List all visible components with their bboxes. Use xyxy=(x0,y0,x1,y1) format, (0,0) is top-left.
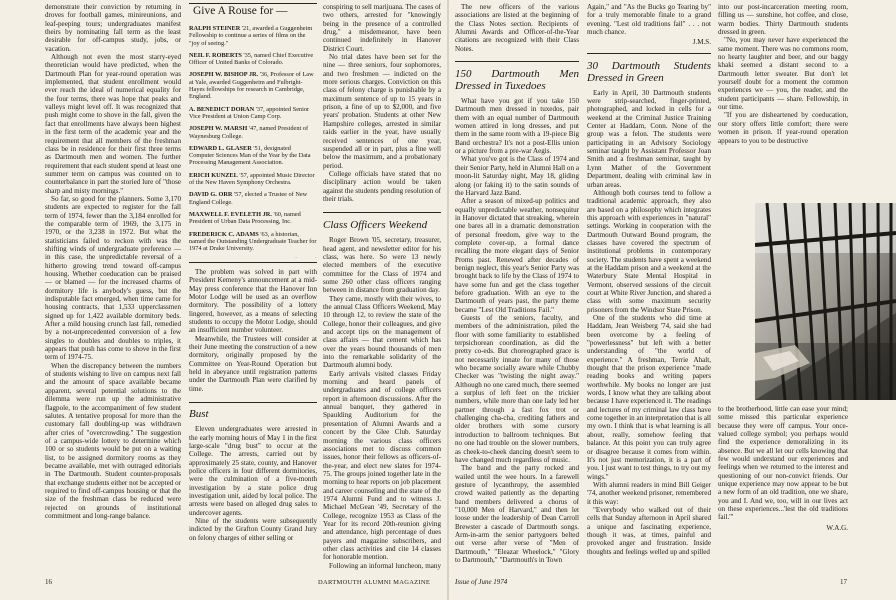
paragraph: into our post-incarceration meeting room, filling us — sunshine, hot coffee, and close, warm bodies. Thirty Dartmouth students dressed in green. xyxy=(718,3,848,37)
rouser-item xyxy=(189,125,317,140)
paragraph: to the brotherhood, little can ease your mind; some missed this particular experience because they were off campus. Your once-valued college symbol; you perhaps would find the experience demoralizing in its absence. But we all let our cells knowing that few would understand our experiences and feelings when we returned to the interest and questioning of our non-convict friends. Our unique experience may now appear to be but a new form of an old tradition, one we share, you and I. And we, too, will in our lives act on these experiences...'lest the old traditions fail.'" xyxy=(718,405,848,522)
rouser-text: '63, a historian, named the Outstanding Undergraduate Teacher for 1974 at Drake University. xyxy=(189,230,317,253)
section-rule xyxy=(587,53,711,54)
right-col-3-top xyxy=(718,3,848,199)
paragraph: What have you got if you take 150 Dartmouth men dressed in tuxedos, pair them with an equal number of Dartmouth women attired in long dresses, and put them in the same room with a 19-piece Big Band orchestra? It's not a post-Ellis union or a picture from a pre-war Aegis. xyxy=(455,97,579,156)
rouser-name: DAVID G. ORR xyxy=(189,191,233,199)
rouser-text: '57, elected a Trustee of New England College. xyxy=(189,191,308,206)
paragraph: "Everybody who walked out of their cells that Sunday afternoon in April shared a unique and fascinating experience, though it was, at times, painful and provoked anger and frustration. Inside thoughts and feelings welled up and spilled xyxy=(587,505,711,556)
right-col-1 xyxy=(455,3,579,570)
section-rule xyxy=(455,61,579,62)
rouser-name: JOSEPH W. MARSH xyxy=(189,125,248,133)
section-rule xyxy=(323,212,441,213)
left-page-number: 16 xyxy=(45,578,52,586)
rouser-item xyxy=(189,211,317,226)
rousers-title: Give A Rouse for — xyxy=(193,5,288,17)
paragraph: The new officers of the various associations are listed at the beginning of the Class Notes section. Recipients of Alumni Awards and Officer-of-the-Year citations are recognized with their Class Notes. xyxy=(455,3,579,53)
paragraph: Although both courses tend to follow a traditional academic approach, they also are based on a philosophy which integrates this approach with experiences in "natural" settings. Working in cooperation with the Dartmouth Outward Bound program, the classes have covered the spectrum of institutional problems in contemporary society. The students have spent a weekend at the Haddam prison and a weekend at the Waterbury State Mental Hospital in Vermont, observed sessions of the circuit court at White River Junction, and shared a class with some maximum security prisoners from the Windsor State Prison. xyxy=(587,188,711,314)
paragraph: Following an informal luncheon, many xyxy=(329,561,441,570)
paragraph: The band and the party rocked and wailed until the wee hours. In a farewell gesture of lycanthropy, the assembled crowd waited patiently as the departing band members delivered a chorus of "10,000 Men of Harvard," and then let loose under the leadership of Dean Carroll Brewster a cascade of Dartmouth songs. Arm-in-arm the senior partygoers belted out verse after verse of "Men of Dartmouth," "Eleazar Wheelock," "Glory to Dartmouth," "Dartmouth's in Town xyxy=(455,464,579,564)
signature-jms: J.M.S. xyxy=(692,38,711,47)
rouser-text: '60, named President of Urban Data Processing, Inc. xyxy=(189,210,301,226)
left-col-2-lower xyxy=(189,268,317,570)
paragraph: After a season of mixed-up politics and equally unpredictable weather, nonsequitur in Hanover dictated that streaking, wherein one bares all in a dramatic demonstration of personal freedom, give way to the complete cover-up, a formal dance recalling the more elegant days of Senior Proms past. Renewed after decades of benign neglect, this year's Senior Party was brought back to life by the Class of 1974 to have some fun and get the class together before graduation. With an eye to the Dartmouth of years past, the party theme became "Lest Old Traditions Fail." xyxy=(455,197,579,314)
rouser-text: '35, named Chief Executive Officer of United Banks of Colorado. xyxy=(189,51,314,67)
rouser-item xyxy=(189,145,317,167)
rouser-text: '51, designated Computer Sciences Man of the Year by the Data Processing Management Association. xyxy=(189,144,311,167)
box-rule-bottom xyxy=(189,262,317,263)
paragraph: The problem was solved in part with President Kemeny's announcement at a mid-May press conference that the Hanover Inn Motor Lodge will be used as an overflow dormitory. The possibility of a lottery lingered, however, as a means of selecting students to occupy the Motor Lodge, should an insufficient number volunteer. xyxy=(189,268,317,335)
paragraph: College officials have stated that no disciplinary action would be taken against the students pending resolution of their trials. xyxy=(323,169,441,203)
paragraph: When the discrepancy between the numbers of students wishing to live on campus next fall and the amount of space available became apparent, several potential solutions to the dilemma were run up the administrative flagpole, to the accompaniment of few student salutes. A tentative proposal for more than the customary fall doubling-up was withdrawn after cries of "overcrowding." The suggestion of a campus-wide lottery to determine which 100 or so students would be put on a waiting list, to be assigned dormitory rooms as they became available, met with outraged editorials in The Dartmouth. Student counter-proposals that exchange students either not be accepted or required to find off-campus housing or that the size of the freshman class be reduced were rejected on grounds of institutional commitment and long-range balance. xyxy=(45,361,181,520)
paragraph: With alumni readers in mind Bill Geiger '74, another weekend prisoner, remembered it this way: xyxy=(587,480,711,506)
rousers-box xyxy=(189,3,317,258)
paragraph: So far, so good for the planners. Some 3,170 students are expected to register for the fall term of 1974, fewer than the 3,184 enrolled for the comparable term of 1969, the 3,175 in 1970, or the 3,238 in 1972. But what the statisticians failed to reckon with was the shifting winds of undergraduate preference — in this case, the unpredictable reversal of a hitherto growing trend toward off-campus housing. Whether coeducation can be praised — or blamed — for the increased charms of dormitory life is anybody's guess, but the indisputable fact emerged, when time came for housing contracts, that 1,533 upperclassmen signed up for 1,422 available dormitory beds. After a mild housing crunch last fall, remedied by a not-unprecedented conversion of a few singles to doubles and doubles to triples, it appears that push has come to shove in the first term of 1974-75. xyxy=(45,194,181,362)
rouser-name xyxy=(189,257,259,258)
prison-bars-photo xyxy=(755,203,896,400)
paragraph: "No, you may never have experienced the same moment. There was no commons room, no hearty laughter and beer, and our baggy khaki seemed a distant second to a Dartmouth letter sweater. But don't let yourself doubt for a moment the common experiences we — you, the reader, and the student participants — share. Fellowship, in our time. xyxy=(718,36,848,112)
rouser-item xyxy=(189,106,317,121)
rouser-item xyxy=(189,25,317,47)
paragraph: What you've got is the Class of 1974 and their Senior Party, held in Alumni Hall on a moon-lit Saturday night, May 18, gliding along (or faking it) to the satin sounds of the Harvard Jazz Band. xyxy=(455,155,579,197)
paragraph: No trial dates have been set for the nine — three seniors, four sophomores, and two freshmen — indicted on the more serious charges. Conviction on this class of felony charge is punishable by a maximum sentence of up to 15 years in prison, a fine of up to $2,000, and five years' probation. Students at other New Hampshire colleges, arrested in similar raids earlier in the year, have usually received sentences of one year, suspended all or in part, plus a fine well below the maximum, and a probationary period. xyxy=(323,53,441,170)
rouser-name: A. BENEDICT DORAN xyxy=(189,105,255,113)
rouser-item xyxy=(189,257,317,258)
left-col-3 xyxy=(323,3,441,570)
rouser-text: '57, appointed Music Director of the New Haven Symphony Orchestra. xyxy=(189,171,315,187)
paragraph: Nine of the students were subsequently indicted by the Grafton County Grand Jury on felony charges of either selling or xyxy=(189,516,317,542)
rouser-name: NEIL F. ROBERTS xyxy=(189,51,242,59)
bust-heading: Bust xyxy=(189,408,209,421)
section-rule xyxy=(189,402,317,403)
left-col-1 xyxy=(45,3,181,570)
rouser-text: '37, appointed Senior Vice President at Union Camp Corp. xyxy=(189,105,310,120)
issue-date: Issue of June 1974 xyxy=(455,578,508,586)
paragraph: Early in April, 30 Dartmouth students were strip-searched, finger-printed, photographed, and locked in cells for a weekend at the Criminal Justice Training Center at Haddam, Conn. None of the group was a felon. The students were participating in an Advisory Sociology seminar taught by Assistant Professor Joan Smith and a freshman seminar, taught by Lynn Mather of the Government Department, dealing with criminal law in urban areas. xyxy=(587,88,711,189)
rouser-name: MAXWELL F. EVELETH JR. xyxy=(189,210,272,218)
rouser-name: JOSEPH W. BISHOP JR. xyxy=(189,71,259,79)
rouser-item xyxy=(189,172,317,187)
paragraph: Eleven undergraduates were arrested in the early morning hours of May 1 in the first large-scale "drug bust" to occur at the College. The arrests, carried out by approximately 25 state, county, and Hanover police officers in four different dormitories, were the culmination of a five-month investigation by a state police drug investigation unit, aided by local police. The arrests were based on alleged drug sales to undercover agents. xyxy=(189,425,317,517)
paragraph: demonstrate their conviction by returning in droves for football games, minireunions, and leaf-peeping tours; undergraduates manifest theirs by nominating fall term as the least desirable for off-campus study, jobs, or vacation. xyxy=(45,3,181,53)
paragraph: conspiring to sell marijuana. The cases of two others, arrested for "knowingly being in the presence of a controlled drug," a misdemeanor, have been continued indefinitely in Hanover District Court. xyxy=(323,3,441,53)
class-officers-heading: Class Officers Weekend xyxy=(323,219,428,232)
rouser-text: '21, awarded a Guggenheim Fellowship to continue a series of films on the "joy of seeing." xyxy=(189,25,313,47)
rouser-item xyxy=(189,52,317,67)
rousers-list xyxy=(189,25,317,258)
paragraph: "If you are disheartened by coeducation, our story offers little comfort; there were women in prison. If year-round operation appears to you to be destructive xyxy=(718,111,848,145)
paragraph: Although not even the most starry-eyed theoretician would have predicted, when the Dartmouth Plan for year-round operation was implemented, that student enrollment would ever reach the ideal of numerical equality for the four terms, there was hope that peaks and valleys might level off. It was recognized that push might come to shove in the fall, given the fact that enrollments have always been highest in the first term of the academic year and the requirement that all members of the freshman class be in residence for their first three terms as Dartmouth men and women. The further requirement that each student spend at least one summer term on campus was counted on to counterbalance in part the storied lure of "those sharp and misty mornings." xyxy=(45,53,181,195)
rouser-item xyxy=(189,191,317,206)
rouser-name: ERICH KUNZEL xyxy=(189,171,238,179)
right-col-2 xyxy=(587,3,711,570)
rouser-name: RALPH STEINER xyxy=(189,25,241,32)
paragraph: Meanwhile, the Trustees will consider at their June meeting the construction of a new dormitory, originally proposed by the Committee on Year-Round Operation but held in abeyance until registration patterns under the Dartmouth Plan were clarified by time. xyxy=(189,334,317,393)
paragraph: One of the students who did time at Haddam, Jean Weisberg '74, said she had been overcome by a feeling of "powerlessness" but left with a better understanding of "the world of experience." A freshman, Terrie Ahalt, thought that the prison experience "made reading books and writing papers worthwhile. My books no longer are just words, I know what they are talking about because I have experienced it. The readings and lectures of my criminal law class have come together in an interpretation that is all my own. I think that is what learning is all about, really, somehow feeling that balance. At this point you can truly agree or disagree because it comes from within. It's not just memorization, it is a part of you. I just want to test things, to try out my wings." xyxy=(587,314,711,481)
right-col-3-bottom xyxy=(718,405,848,570)
rouser-name: FREDERICK C. ADAMS xyxy=(189,230,259,238)
page-gutter xyxy=(447,0,449,600)
rouser-text: '36, Professor of Law at Yale, awarded Guggenheim and Fulbright-Hayes fellowships for research in Cambridge, England. xyxy=(189,71,314,101)
rouser-name: EDWARD L. GLASER xyxy=(189,144,252,152)
paragraph: Roger Brown '05, secretary, treasurer, head agent, and newsletter editor for his class, was here. So were 13 newly elected members of the executive committee for the Class of 1974 and some 260 other class officers ranging between in distance from graduation day. xyxy=(323,236,441,295)
signature-wag: W.A.G. xyxy=(826,523,848,532)
paragraph: Early arrivals visited classes Friday morning and heard panels of undergraduates and of college officers report in afternoon discussions. After the annual banquet, they gathered in Spaulding Auditorium for the presentation of Alumni Awards and a concert by the Glee Club. Saturday morning the various class officers associations met to discuss common issues, honor their fellows as officers-of-the-year, and elect new slates for 1974-75. The groups joined together late in the morning to hear reports on job placement and career counseling and the state of the 1974 Alumni Fund and to witness J. Michael McGean '49, Secretary of the College, recognize 1953 as Class of the Year for its record 20th-reunion giving and attendance, high percentage of dues payers and magazine subscribers, and other class activities and cite 14 classes for honorable mention. xyxy=(323,369,441,562)
rouser-text: '47, named President of Waynesburg College. xyxy=(189,125,309,140)
green-heading: 30 Dartmouth Students Dressed in Green xyxy=(587,59,711,84)
prison-bars-image xyxy=(755,203,896,400)
magazine-name: DARTMOUTH ALUMNI MAGAZINE xyxy=(318,579,431,586)
rouser-item xyxy=(189,71,317,100)
right-page-number: 17 xyxy=(840,578,847,586)
paragraph: Guests of the seniors, faculty, and members of the administration, piled the floor with some familiarity to established terpsichorean coordination, as did the pretty co-eds. But choreographed grace is not necessarily innate for many of those who became socially aware while Chubby Checker was "twisting the night away." Although no one cared much, there seemed a surplus of left feet on the trickier numbers, while more than one lady led her partner through a fast fox trot or challenging cha-cha, crediting fathers and older brothers with some cursory introduction to ballroom techniques. But no one had trouble on the slower numbers, as cheek-to-cheek dancing doesn't seem to have changed much regardless of music. xyxy=(455,314,579,464)
paragraph: Again," and "As the Bucks go Tearing by" for a truly memorable finale to a grand evening. "Lest old traditions fail" . . . not much chance. xyxy=(587,3,711,37)
men-tuxedoes-heading: 150 Dartmouth Men Dressed in Tuxedoes xyxy=(455,68,579,93)
rouser-item xyxy=(189,231,317,253)
paragraph: They came, mostly with their wives, to the annual Class Officers Weekend, May 10 through 12, to review the state of the College, honor their colleagues, and give and accept tips on the management of class affairs — that cement which has over the years bound thousands of men into the remarkable solidarity of the Dartmouth alumni body. xyxy=(323,294,441,370)
